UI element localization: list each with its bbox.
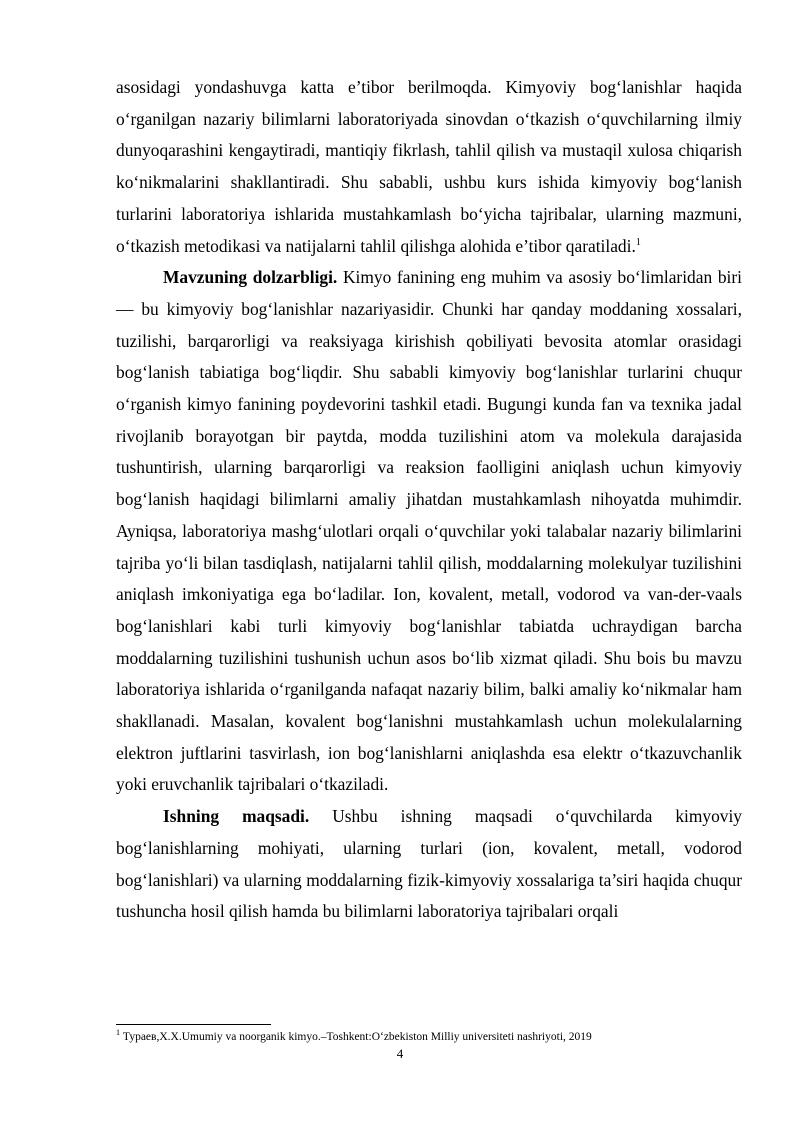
- paragraph-heading: Ishning maqsadi.: [163, 806, 310, 827]
- footnote: [116, 1030, 756, 1045]
- paragraph-text: Kimyo fanining eng muhim va asosiy bo‘limlaridan biri — bu kimyoviy bog‘lanishlar nazariyasidir. Chunki har qanday moddaning xossalari, tuzilishi, barqarorligi va reaksiyaga kirishish qobiliyati bevosita atomlar orasidagi bog‘lanish tabiatiga bog‘liqdir. Shu sababli kimyoviy bog‘lanishlar turlarini chuqur o‘rganish kimyo fanining poydevorini tashkil etadi. Bugungi kunda fan va texnika jadal rivojlanib borayotgan bir paytda, modda tuzilishini atom va molekula darajasida tushuntirish, ularning barqarorligi va reaksion faolligini aniqlash uchun kimyoviy bog‘lanish haqidagi bilimlarni amaliy jihatdan mustahkamlash nihoyatda muhimdir. Ayniqsa, laboratoriya mashg‘ulotlari orqali o‘quvchilar yoki talabalar nazariy bilimlarini tajriba yo‘li bilan tasdiqlash, natijalarni tahlil qilish, moddalarning molekulyar tuzilishini aniqlash imkoniyatiga ega bo‘ladilar. Ion, kovalent, metall, vodorod va van-der-vaals bog‘lanishlari kabi turli kimyoviy bog‘lanishlar tabiatda uchraydigan barcha moddalarning tuzilishini tushunish uchun asos bo‘lib xizmat qiladi. Shu bois bu mavzu laboratoriya ishlarida o‘rganilganda nafaqat nazariy bilim, balki amaliy ko‘nikmalar ham shakllanadi. Masalan, kovalent bog‘lanishni mustahkamlash uchun molekulalarning elektron juftlarini tasvirlash, ion bog‘lanishlarni aniqlashda esa elektr o‘tkazuvchanlik yoki eruvchanlik tajribalari o‘tkaziladi.: [116, 267, 742, 795]
- footnote-separator: [116, 1024, 271, 1025]
- footnote-reference[interactable]: 1: [635, 236, 641, 248]
- body-text: [116, 72, 742, 928]
- paragraph-goal: [116, 801, 742, 928]
- paragraph-relevance: [116, 262, 742, 801]
- paragraph-text: Ushbu ishning maqsadi o‘quvchilarda kimyoviy bog‘lanishlarning mohiyati, ularning turlari (ion, kovalent, metall, vodorod bog‘lanishlari) va ularning moddalarning fizik-kimyoviy xossalariga ta’siri haqida chuqur tushuncha hosil qilish hamda bu bilimlarni laboratoriya tajribalari orqali: [116, 806, 742, 922]
- footnote-marker: 1: [116, 1028, 120, 1038]
- footnote-text: Тураев,X.X.Umumiy va noorganik kimyo.–Toshkent:O‘zbekiston Milliy universiteti nashriyoti, 2019: [122, 1031, 592, 1043]
- paragraph-text: asosidagi yondashuvga katta e’tibor berilmoqda. Kimyoviy bog‘lanishlar haqida o‘rganilgan nazariy bilimlarni laboratoriyada sinovdan o‘tkazish o‘quvchilarning ilmiy dunyoqarashini kengaytiradi, mantiqiy fikrlash, tahlil qilish va mustaqil xulosa chiqarish ko‘nikmalarini shakllantiradi. Shu sababli, ushbu kurs ishida kimyoviy bog‘lanish turlarini laboratoriya ishlarida mustahkamlash bo‘yicha tajribalar, ularning mazmuni, o‘tkazish metodikasi va natijalarni tahlil qilishga alohida e’tibor qaratiladi.: [116, 77, 742, 256]
- page-number: 4: [396, 1046, 404, 1061]
- paragraph-intro-continuation: [116, 72, 742, 262]
- paragraph-heading: Mavzuning dolzarbligi.: [163, 267, 338, 288]
